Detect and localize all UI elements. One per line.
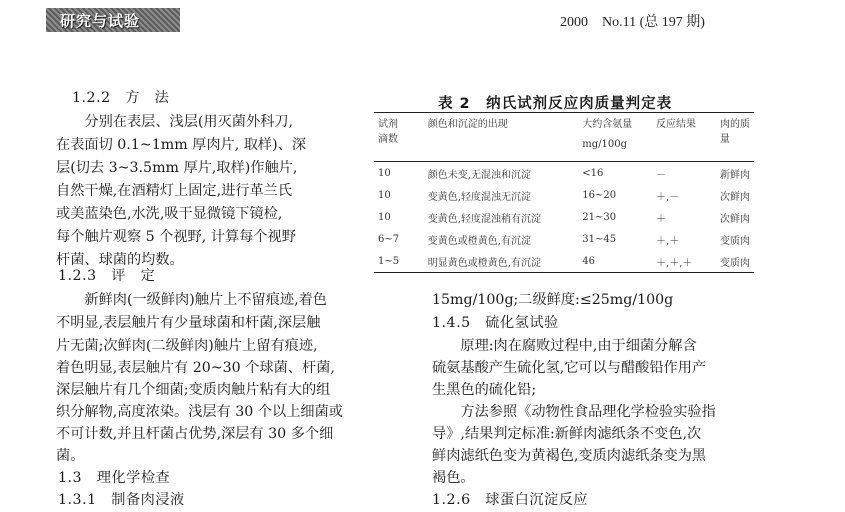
- table-header-row: [374, 113, 754, 162]
- paragraph-line: 每个触片观察 5 个视野, 计算每个视野: [56, 229, 296, 245]
- issue-info: 2000 No.11 (总 197 期): [560, 15, 705, 30]
- paragraph-line: 生黑色的硫化铅;: [432, 382, 537, 398]
- paragraph-line: 不可计数,并且杆菌占优势,深层有 30 多个细: [56, 426, 334, 442]
- table-row: [374, 184, 754, 206]
- table-cell: 次鲜肉: [720, 191, 750, 203]
- paragraph-line: 15mg/100g;二级鲜度:≤25mg/100g: [432, 292, 674, 308]
- paragraph-line: 深层触片有几个细菌;变质肉触片粘有大的组: [56, 382, 331, 398]
- paragraph-line: 着色明显,表层触片有 20~30 个球菌、杆菌,: [56, 360, 335, 376]
- quality-table: [374, 112, 754, 273]
- table-cell: ＋,－: [656, 191, 680, 203]
- section-tag-label: 研究与试验: [60, 12, 141, 30]
- heading-1-2-2: 1.2.2 方 法: [72, 90, 170, 106]
- heading-1-2-3: 1.2.3 评 定: [58, 268, 156, 284]
- table-cell: ＋,＋,＋: [652, 250, 716, 273]
- paragraph-line: 织分解物,高度浓染。浅层有 30 个以上细菌或: [56, 404, 343, 420]
- paragraph-line: 分别在表层、浅层(用灭菌外科刀,: [56, 114, 294, 130]
- table-cell: 变黄色,轻度混浊稍有沉淀: [427, 213, 541, 225]
- table-cell: 变质肉: [720, 235, 750, 247]
- paragraph-line: 层(切去 3~3.5mm 厚片,取样)作触片,: [56, 160, 298, 176]
- heading-1-2-6: 1.2.6 球蛋白沉淀反应: [432, 492, 589, 508]
- paragraph-line: 菌。: [56, 448, 85, 464]
- paragraph-line: 不明显,表层触片有少量球菌和杆菌,深层触: [56, 315, 321, 331]
- table-cell: 10: [378, 211, 391, 223]
- table-cell: <16: [582, 167, 604, 179]
- table-cell: 21~30: [582, 211, 617, 223]
- table-row: [374, 206, 754, 228]
- table-header-cell: 颜色和沉淀的出现: [424, 113, 578, 162]
- table-cell: 6~7: [378, 233, 400, 245]
- table-cell: ＋,＋: [656, 235, 680, 247]
- paragraph-line: 鲜肉滤纸色变为黄褐色,变质肉滤纸条变为黑: [432, 448, 707, 464]
- table-header-cell: 试剂 滴数: [374, 113, 424, 162]
- table-cell: ＋: [656, 213, 667, 225]
- table-header-cell: 肉的质量: [716, 113, 754, 162]
- table-cell: 10: [378, 189, 391, 201]
- table-row: [374, 162, 754, 185]
- table-cell: 明显黄色或橙黄色,有沉淀: [424, 250, 578, 273]
- table-header-cell: 大约含氨量 mg/100g: [578, 113, 652, 162]
- heading-1-3: 1.3 理化学检查: [58, 470, 171, 486]
- paragraph-line: 在表面切 0.1~1mm 厚肉片, 取样)、深: [56, 137, 307, 153]
- table-cell: 变质肉: [716, 250, 754, 273]
- table-cell: 31~45: [582, 233, 617, 245]
- table-cell: 变黄色,轻度混浊无沉淀: [427, 191, 531, 203]
- paragraph-line: 或美蓝染色,水洗,吸干显微镜下镜检,: [56, 206, 283, 222]
- table-cell: 10: [378, 167, 391, 179]
- table-row: [374, 228, 754, 250]
- table-cell: 16~20: [582, 189, 617, 201]
- table-cell: 1~5: [374, 250, 424, 273]
- paragraph-line: 导》,结果判定标准:新鲜肉滤纸条不变色,次: [432, 426, 702, 442]
- paragraph-line: 硫氨基酸产生硫化氢,它可以与醋酸铅作用产: [432, 360, 707, 376]
- table-cell: 新鲜肉: [720, 169, 750, 181]
- paragraph-line: 方法参照《动物性食品理化学检验实验指: [432, 404, 716, 420]
- table-cell: 变黄色或橙黄色,有沉淀: [427, 235, 531, 247]
- paragraph-line: 原理:肉在腐败过程中,由于细菌分解含: [432, 338, 697, 354]
- paragraph-line: 片无菌;次鲜肉(二级鲜肉)触片上留有痕迹,: [56, 338, 318, 354]
- table-cell: 次鲜肉: [720, 213, 750, 225]
- paragraph-line: 杆菌、球菌的均数。: [56, 252, 184, 268]
- table-title: 表 2 纳氏试剂反应肉质量判定表: [438, 96, 673, 112]
- table-cell: 46: [578, 250, 652, 273]
- table-cell: 颜色未变,无混浊和沉淀: [427, 169, 531, 181]
- paragraph-line: 自然干燥,在酒精灯上固定,进行革兰氏: [56, 183, 293, 199]
- table-header-cell: 反应结果: [652, 113, 716, 162]
- table-cell: －: [656, 169, 667, 181]
- heading-1-4-5: 1.4.5 硫化氢试验: [432, 315, 559, 331]
- table-row: [374, 250, 754, 273]
- section-tag: [46, 8, 180, 32]
- paragraph-line: 新鲜肉(一级鲜肉)触片上不留痕迹,着色: [56, 292, 327, 308]
- heading-1-3-1: 1.3.1 制备肉浸液: [58, 492, 185, 508]
- paragraph-line: 褐色。: [432, 470, 475, 486]
